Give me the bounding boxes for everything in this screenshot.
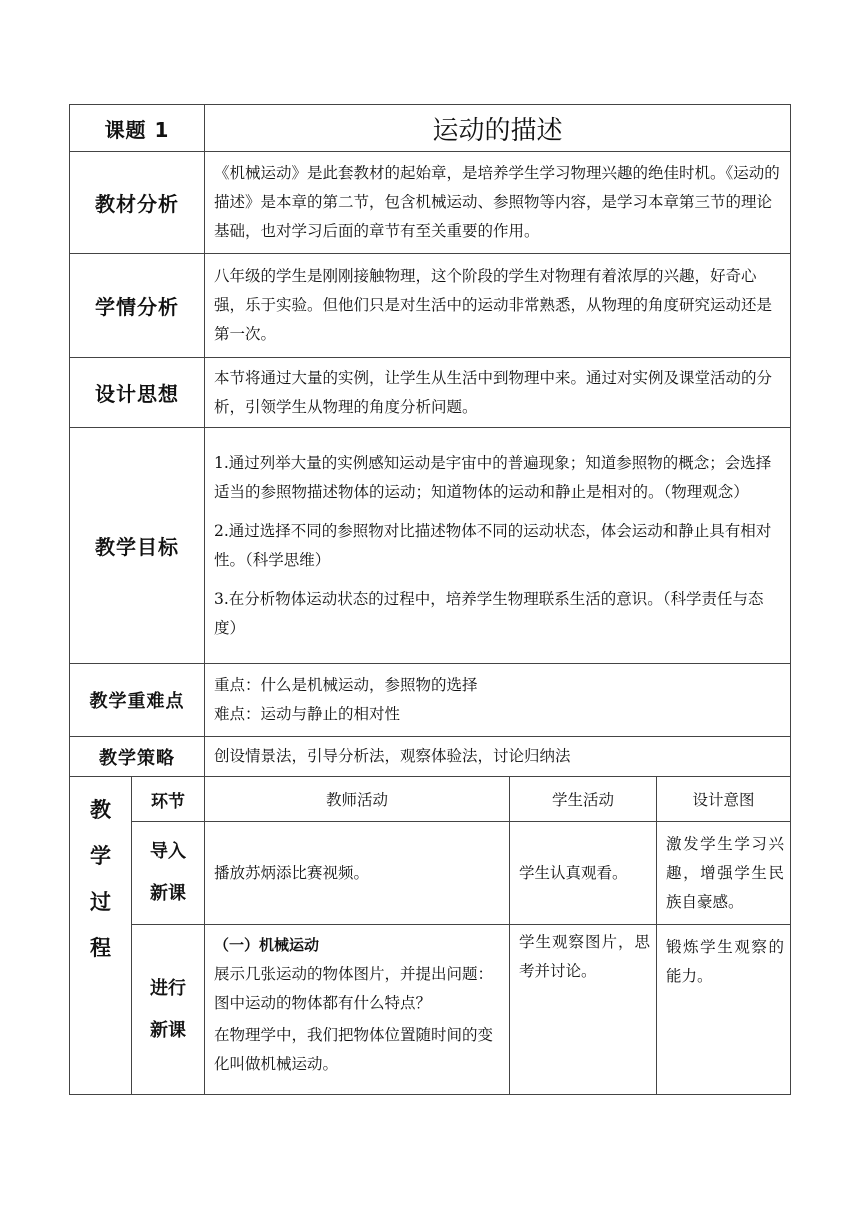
process-label <box>70 777 132 1095</box>
stage-new <box>132 925 205 1095</box>
goals-row <box>70 428 791 664</box>
process-header-row <box>70 777 791 822</box>
key-point-text: 重点：什么是机械运动，参照物的选择 <box>214 676 478 694</box>
stage-intro <box>132 822 205 925</box>
teacher-activity-new <box>205 925 510 1095</box>
stage-intro-line-1: 导入 <box>150 841 186 862</box>
topic-row <box>70 105 791 152</box>
material-analysis-row <box>70 152 791 254</box>
goals-label: 教学目标 <box>70 428 205 664</box>
teacher-activity-intro <box>205 822 510 925</box>
section-subtitle: （一）机械运动 <box>214 936 320 954</box>
key-points-content <box>205 664 791 737</box>
process-row-new <box>70 925 791 1095</box>
goal-item-2: 2.通过选择不同的参照物对比描述物体不同的运动状态，体会运动和静止具有相对性。（科学思维） <box>214 521 772 569</box>
design-label: 设计思想 <box>70 358 205 428</box>
teacher-activity-intro-text: 播放苏炳添比赛视频。 <box>214 863 370 882</box>
student-analysis-text: 八年级的学生是刚刚接触物理，这个阶段的学生对物理有着浓厚的兴趣，好奇心强，乐于实验。但他们只是对生活中的运动非常熟悉，从物理的角度研究运动还是第一次。 <box>205 254 791 358</box>
goal-item-3: 3.在分析物体运动状态的过程中，培养学生物理联系生活的意识。（科学责任与态度） <box>214 589 764 637</box>
strategy-text: 创设情景法，引导分析法，观察体验法，讨论归纳法 <box>205 737 791 777</box>
lesson-title: 运动的描述 <box>205 105 791 152</box>
strategy-label: 教学策略 <box>70 737 205 777</box>
student-analysis-label: 学情分析 <box>70 254 205 358</box>
teacher-activity-new-text-1: 展示几张运动的物体图片，并提出问题：图中运动的物体都有什么特点？ <box>214 965 494 1012</box>
process-label-char-2: 学 <box>90 844 111 868</box>
design-text: 本节将通过大量的实例，让学生从生活中到物理中来。通过对实例及课堂活动的分析，引领学生从物理的角度分析问题。 <box>205 358 791 428</box>
key-points-label: 教学重难点 <box>70 664 205 737</box>
material-analysis-text: 《机械运动》是此套教材的起始章，是培养学生学习物理兴趣的绝佳时机。《运动的描述》是本章的第二节，包含机械运动、参照物等内容，是学习本章第三节的理论基础，也对学习后面的章节有至关重要的作用。 <box>205 152 791 254</box>
header-student: 学生活动 <box>510 777 657 822</box>
material-analysis-label: 教材分析 <box>70 152 205 254</box>
student-activity-intro: 学生认真观看。 <box>510 822 657 925</box>
stage-new-line-2: 新课 <box>150 1019 186 1041</box>
stage-intro-line-2: 新课 <box>150 883 186 904</box>
key-points-row <box>70 664 791 737</box>
goal-item-1: 1.通过列举大量的实例感知运动是宇宙中的普遍现象；知道参照物的概念；会选择适当的参照物描述物体的运动；知道物体的运动和静止是相对的。（物理观念） <box>214 453 772 501</box>
lesson-plan-table <box>69 104 791 1095</box>
design-intent-intro: 激发学生学习兴趣，增强学生民族自豪感。 <box>657 822 791 925</box>
topic-label: 课题 1 <box>70 105 205 152</box>
process-row-intro <box>70 822 791 925</box>
header-intent: 设计意图 <box>657 777 791 822</box>
design-intent-new: 锻炼学生观察的能力。 <box>657 925 791 1095</box>
process-label-char-3: 过 <box>90 890 111 914</box>
difficulty-text: 难点：运动与静止的相对性 <box>214 705 401 723</box>
process-label-char-1: 教 <box>90 798 111 822</box>
header-stage: 环节 <box>132 777 205 822</box>
goals-list <box>205 428 791 664</box>
strategy-row <box>70 737 791 777</box>
student-analysis-row <box>70 254 791 358</box>
student-activity-new: 学生观察图片，思考并讨论。 <box>510 925 657 1095</box>
design-row <box>70 358 791 428</box>
stage-new-line-1: 进行 <box>150 977 186 999</box>
header-teacher: 教师活动 <box>205 777 510 822</box>
teacher-activity-new-text-2: 在物理学中，我们把物体位置随时间的变化叫做机械运动。 <box>214 1026 494 1073</box>
process-label-char-4: 程 <box>90 936 111 960</box>
